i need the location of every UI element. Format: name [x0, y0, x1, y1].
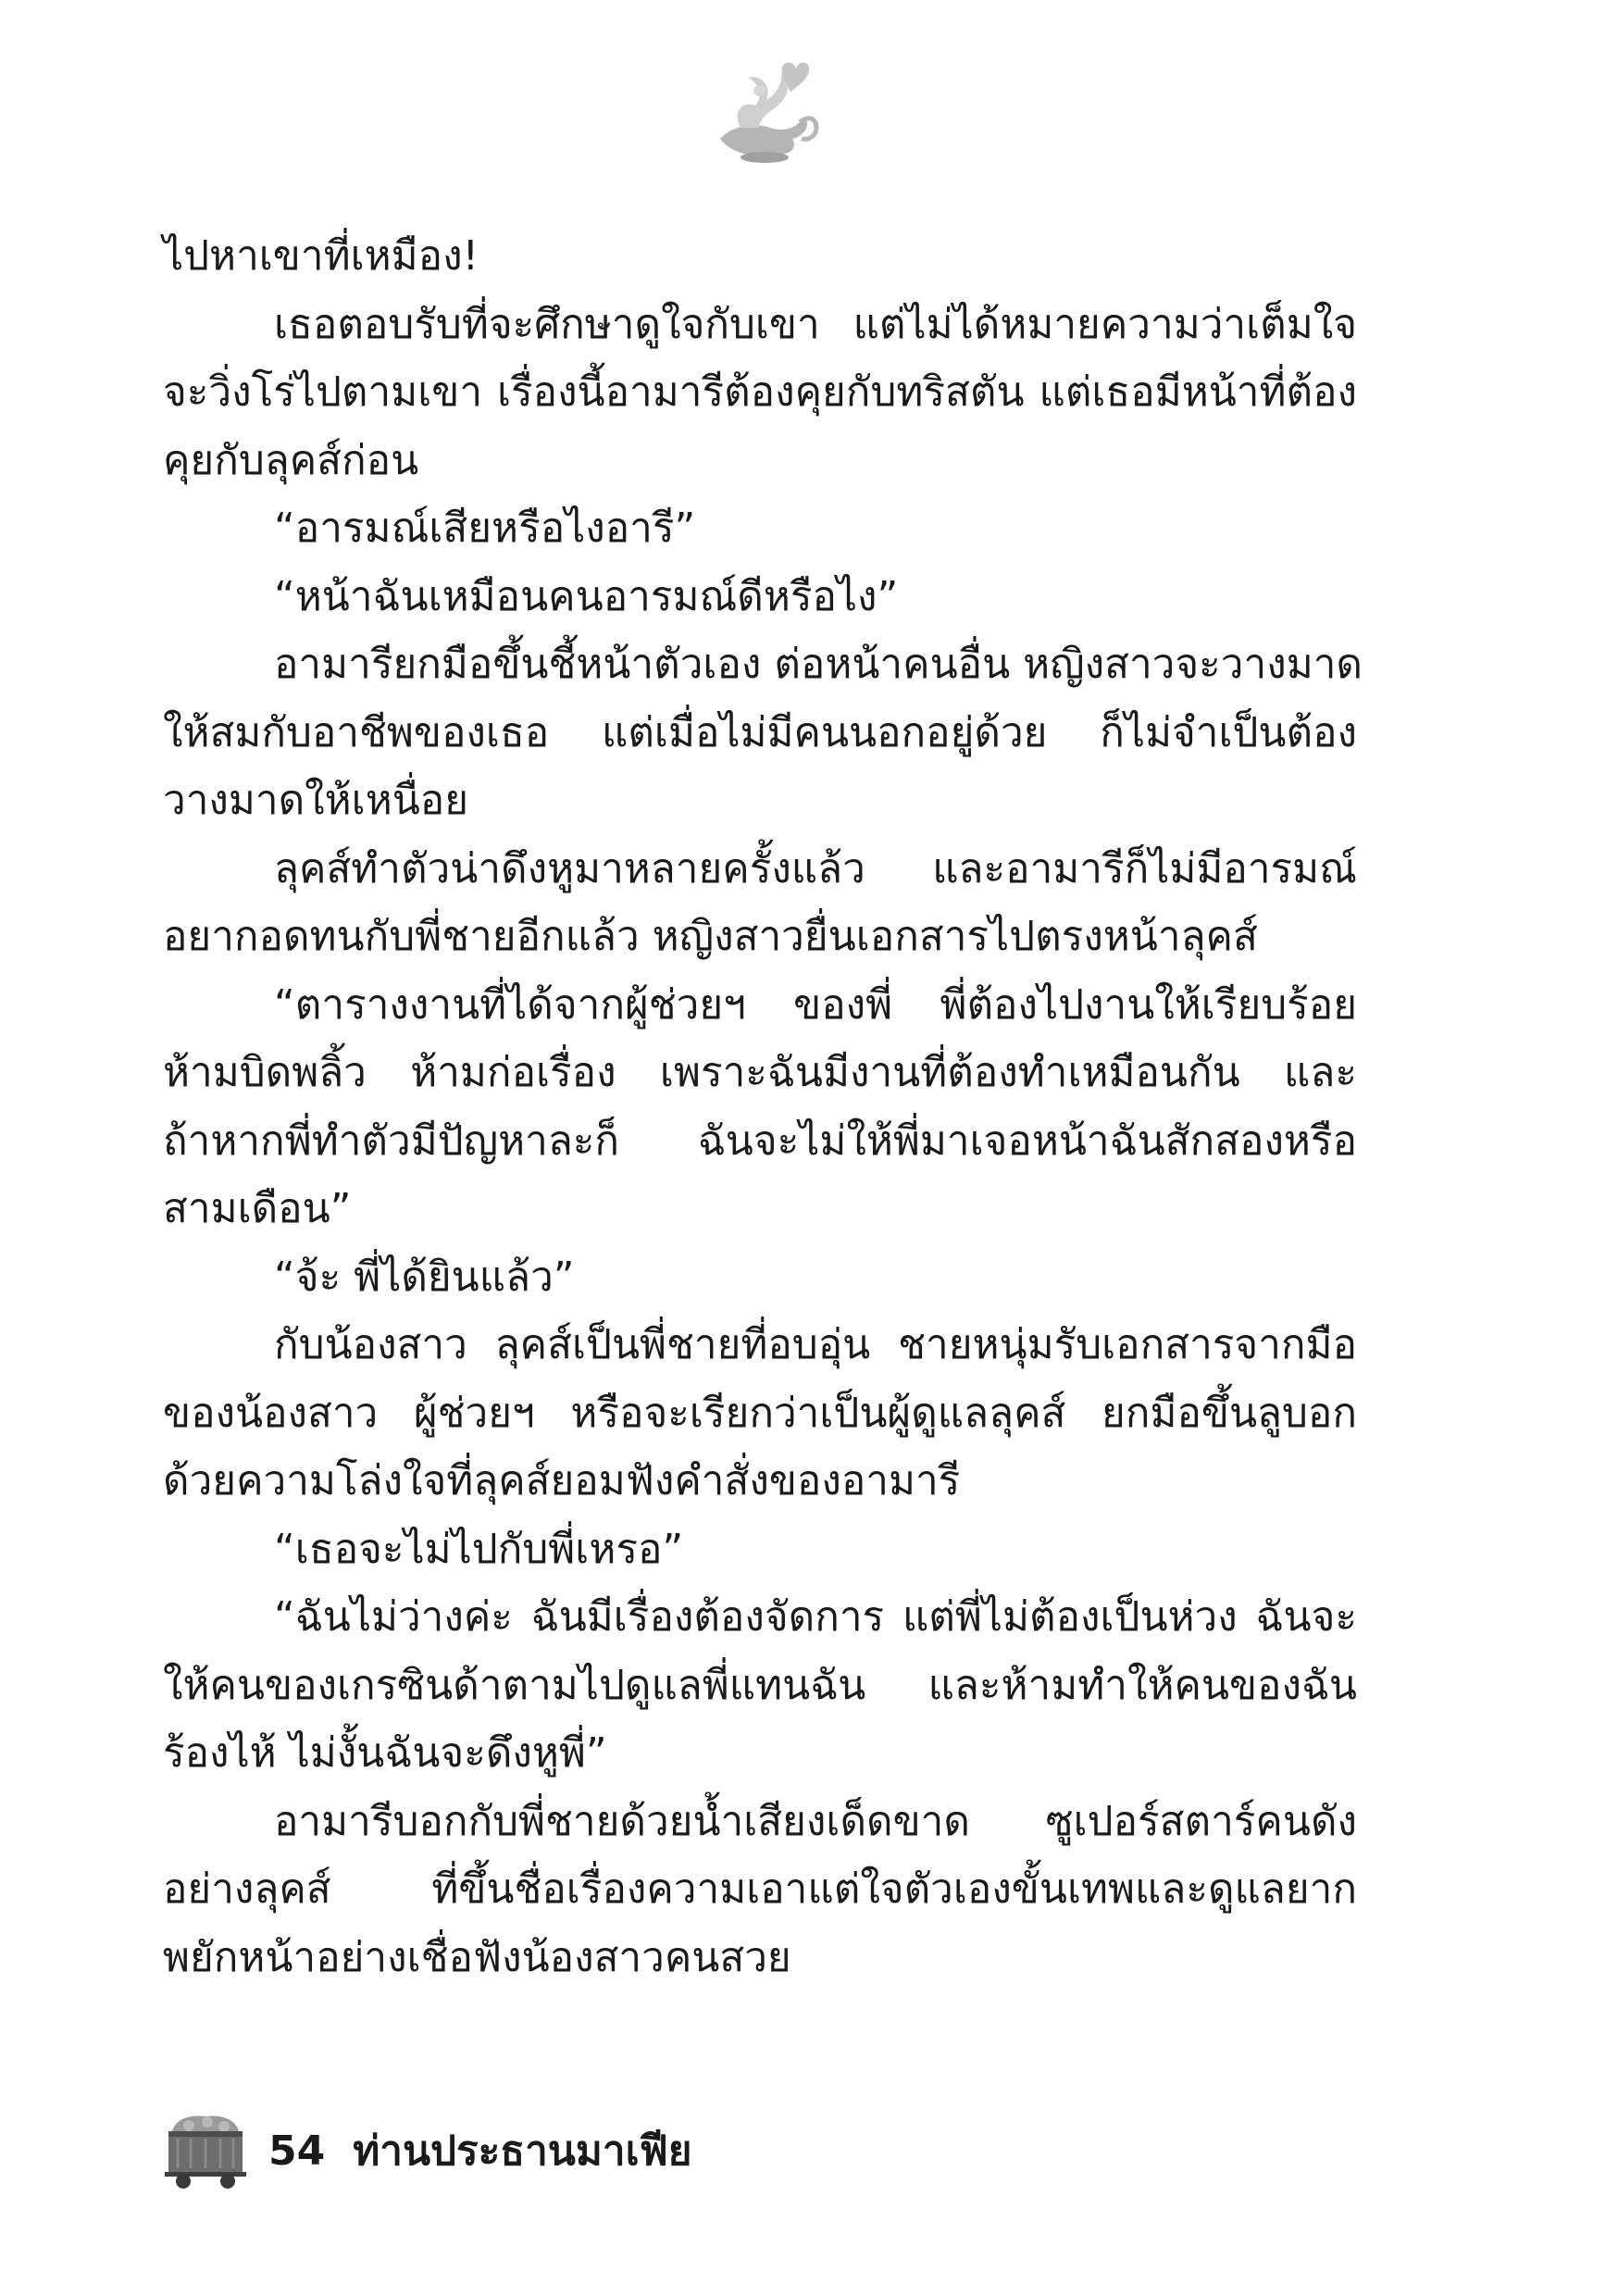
text-line: “จ้ะ พี่ได้ยินแล้ว”	[274, 1253, 575, 1301]
text-line: อามารีบอกกับพี่ชายด้วยน้ำเสียงเด็ดขาด ซูเปอร์สตาร์คนดัง	[274, 1797, 1357, 1845]
text-line: ให้สมกับอาชีพของเธอ แต่เมื่อไม่มีคนนอกอยู่ด้วย ก็ไม่จำเป็นต้อง	[163, 708, 1357, 756]
text-line: ด้วยความโล่งใจที่ลุคส์ยอมฟังคำสั่งของอามารี	[163, 1457, 961, 1504]
genie-lamp-icon	[703, 54, 824, 174]
text-line: เธอตอบรับที่จะศึกษาดูใจกับเขา แต่ไม่ได้หมายความว่าเต็มใจ	[274, 300, 1357, 348]
text-line: ให้คนของเกรซินด้าตามไปดูแลพี่แทนฉัน และห้ามทำให้คนของฉัน	[163, 1661, 1357, 1709]
text-line: สามเดือน”	[163, 1185, 352, 1232]
text-line: ร้องไห้ ไม่งั้นฉันจะดึงหูพี่”	[163, 1729, 607, 1777]
text-line: กับน้องสาว ลุคส์เป็นพี่ชายที่อบอุ่น ชายหนุ่มรับเอกสารจากมือ	[274, 1321, 1357, 1368]
text-line: อย่างลุคส์ ที่ขึ้นชื่อเรื่องความเอาแต่ใจตัวเองขั้นเทพและดูแลยาก	[163, 1866, 1357, 1913]
text-line: ถ้าหากพี่ทำตัวมีปัญหาละก็ ฉันจะไม่ให้พี่มาเจอหน้าฉันสักสองหรือ	[163, 1117, 1357, 1165]
text-line: “หน้าฉันเหมือนคนอารมณ์ดีหรือไง”	[274, 572, 899, 620]
text-line: ลุคส์ทำตัวน่าดึงหูมาหลายครั้งแล้ว และอามารีก็ไม่มีอารมณ์	[274, 844, 1357, 892]
text-line: “เธอจะไม่ไปกับพี่เหรอ”	[274, 1525, 684, 1573]
text-line: ไปหาเขาที่เหมือง!	[163, 232, 479, 280]
page-footer	[163, 2109, 692, 2192]
book-title: ท่านประธานมาเฟีย	[353, 2128, 692, 2175]
text-line: ห้ามบิดพลิ้ว ห้ามก่อเรื่อง เพราะฉันมีงานที่ต้องทำเหมือนกัน และ	[163, 1049, 1357, 1096]
text-line: พยักหน้าอย่างเชื่อฟังน้องสาวคนสวย	[163, 1933, 791, 1981]
text-line: อยากอดทนกับพี่ชายอีกแล้ว หญิงสาวยื่นเอกสารไปตรงหน้าลุคส์	[163, 913, 1258, 960]
text-line: ของน้องสาว ผู้ช่วยฯ หรือจะเรียกว่าเป็นผู้ดูแลลุคส์ ยกมือขึ้นลูบอก	[163, 1389, 1357, 1437]
body-text	[163, 222, 1363, 1991]
text-line: วางมาดให้เหนื่อย	[163, 777, 468, 824]
text-line: “ตารางงานที่ได้จากผู้ช่วยฯ ของพี่ พี่ต้องไปงานให้เรียบร้อย	[274, 980, 1357, 1029]
text-line: “อารมณ์เสียหรือไงอารี”	[274, 505, 696, 552]
text-line: คุยกับลุคส์ก่อน	[163, 436, 419, 484]
text-line: อามารียกมือขึ้นชี้หน้าตัวเอง ต่อหน้าคนอื่น หญิงสาวจะวางมาด	[274, 641, 1363, 688]
text-line: “ฉันไม่ว่างค่ะ ฉันมีเรื่องต้องจัดการ แต่พี่ไม่ต้องเป็นห่วง ฉันจะ	[274, 1593, 1357, 1641]
text-line: จะวิ่งโร่ไปตามเขา เรื่องนี้อามารีต้องคุยกับทริสตัน แต่เธอมีหน้าที่ต้อง	[163, 368, 1357, 416]
mine-cart-icon	[163, 2111, 248, 2190]
page-number: 54	[268, 2127, 326, 2175]
